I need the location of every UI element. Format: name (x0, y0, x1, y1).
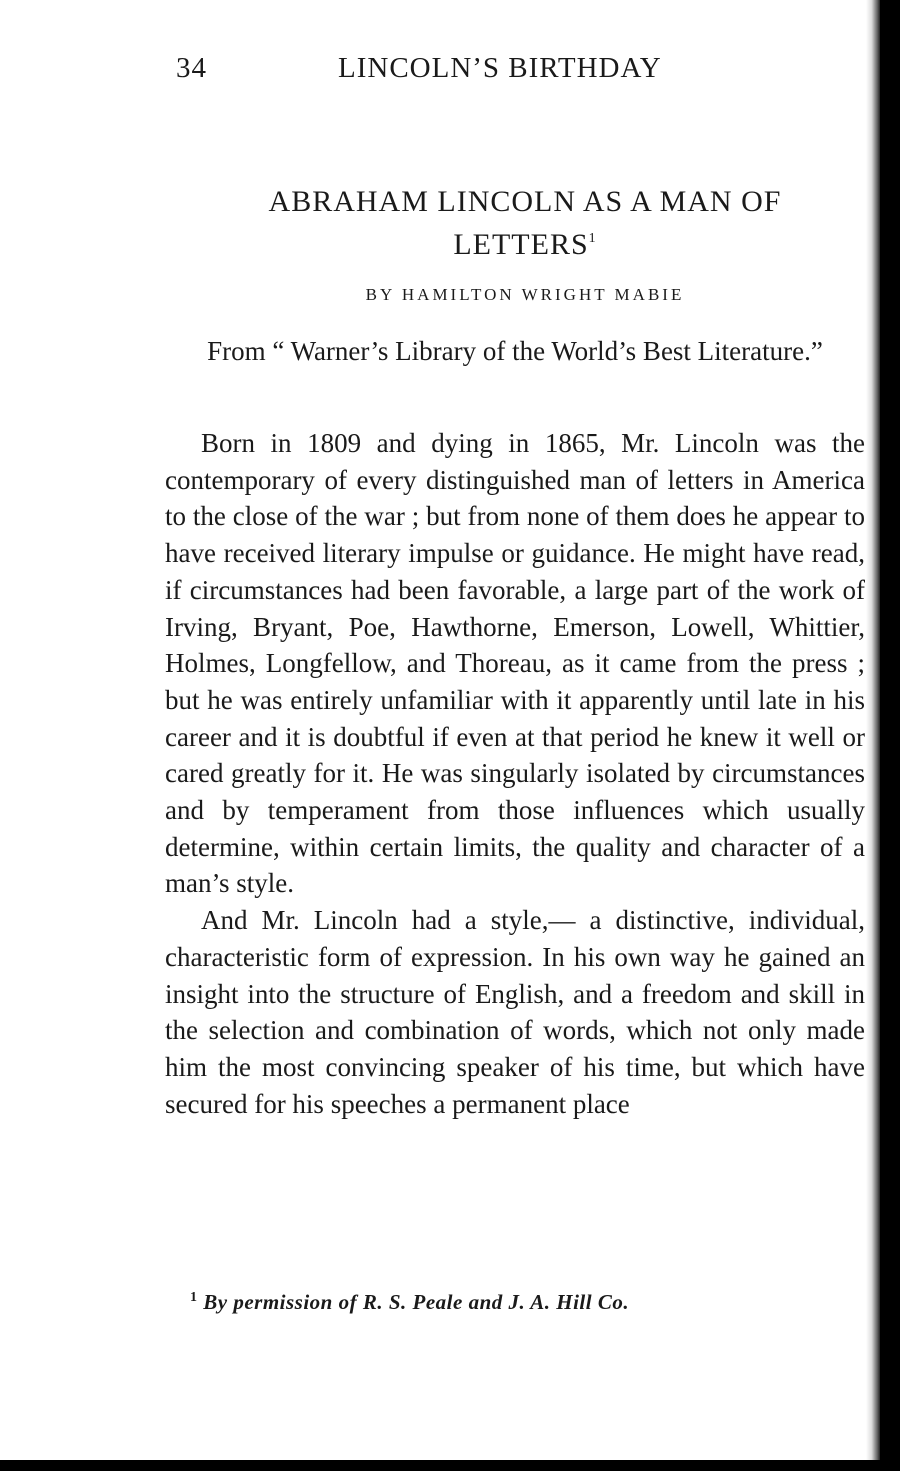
footnote-text: By permission of R. S. Peale and J. A. Hill Co. (203, 1290, 630, 1314)
paragraph: And Mr. Lincoln had a style,— a distinctive, individual, characteristic form of expression. In his own way he gained an insight into the structure of English, and a freedom and skill in the selection and combination of words, which not only made him the most convincing speaker of his time, but which have secured for his speeches a permanent place (165, 905, 865, 1119)
running-header (176, 52, 736, 92)
page-number: 34 (176, 52, 207, 84)
article-title-text: ABRAHAM LINCOLN AS A MAN OF LETTERS (268, 185, 782, 261)
article-title (200, 183, 850, 263)
source-note: From “ Warner’s Library of the World’s Best Literature.” (207, 336, 823, 366)
article-body (165, 425, 865, 1122)
footnote (190, 1290, 870, 1315)
running-title: LINCOLN’S BIRTHDAY (338, 52, 662, 84)
byline: BY HAMILTON WRIGHT MABIE (365, 285, 685, 304)
page-edge (866, 0, 880, 1460)
paragraph: Born in 1809 and dying in 1865, Mr. Lincoln was the contemporary of every distinguished man of letters in America to the close of the war ; but from none of them does he appear to have received literary impulse or guidance. He might have read, if circumstances had been favorable, a large part of the work of Irving, Bryant, Poe, Hawthorne, Emerson, Lowell, Whittier, Holmes, Longfellow, and Thoreau, as it came from the press ; but he was entirely unfamiliar with it apparently until late in his career and it is doubtful if even at that period he knew it well or cared greatly for it. He was singularly isolated by circumstances and by temperament from those influences which usually determine, within certain limits, the quality and character of a man’s style. (165, 428, 865, 899)
title-footnote-mark: 1 (588, 231, 597, 246)
footnote-mark: 1 (190, 1290, 198, 1305)
